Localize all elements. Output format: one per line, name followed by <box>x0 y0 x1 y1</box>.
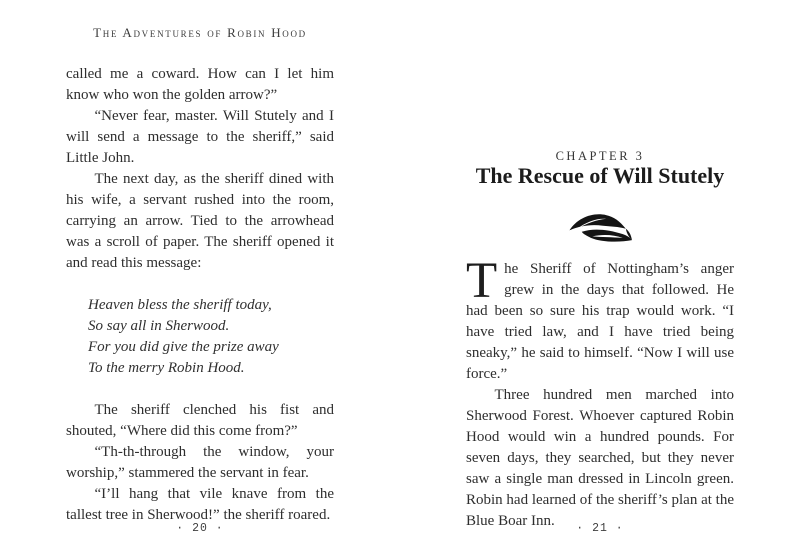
running-header: The Adventures of Robin Hood <box>93 25 307 40</box>
paragraph: The next day, as the sheriff dined with his wife, a servant rushed into the room, carrying an arrow. Tied to the arrowhead was a scroll of paper. The sheriff opened it and read this message: <box>66 171 334 271</box>
paragraph: Three hundred men marched into Sherwood Forest. Whoever captured Robin Hood would win a hundred pounds. For seven days, they searched, but they never saw a single man dressed in Lincoln green. Robin had learned of the sheriff’s plan at the Blue Boar Inn. <box>466 387 734 529</box>
verse-line: Heaven bless the sheriff today, <box>88 297 272 313</box>
page-number-left: · 20 · <box>176 522 224 535</box>
paragraph-text: he Sheriff of Nottingham’s anger grew in the days that followed. He had been so sure his trap would work. “I have tried law, and I have tried being sneaky,” he said to himself. “Now I will use force.” <box>466 261 734 382</box>
verse-line: So say all in Sherwood. <box>88 318 230 334</box>
page-right <box>400 0 800 558</box>
paragraph: “Th-th-through the window, your worship,” stammered the servant in fear. <box>66 444 334 481</box>
verse-block <box>88 295 334 379</box>
paragraph-dropcap <box>466 253 734 385</box>
chapter-title: The Rescue of Will Stutely <box>475 163 725 188</box>
fleuron-ornament <box>466 209 734 252</box>
verse-line: To the merry Robin Hood. <box>88 360 245 376</box>
chapter-label: CHAPTER 3 <box>555 149 645 163</box>
right-text-column <box>466 253 734 532</box>
verse-line: For you did give the prize away <box>88 339 279 355</box>
leaf-fleuron-icon <box>562 209 638 247</box>
paragraph: The sheriff clenched his fist and shouted, “Where did this come from?” <box>66 402 334 439</box>
paragraph: “I’ll hang that vile knave from the tallest tree in Sherwood!” the sheriff roared. <box>66 486 334 523</box>
left-text-column <box>66 64 334 526</box>
page-number-right: · 21 · <box>576 522 624 535</box>
paragraph: “Never fear, master. Will Stutely and I will send a message to the sheriff,” said Little John. <box>66 108 334 166</box>
drop-cap: T <box>466 253 498 309</box>
paragraph: called me a coward. How can I let him know who won the golden arrow?” <box>66 66 334 103</box>
